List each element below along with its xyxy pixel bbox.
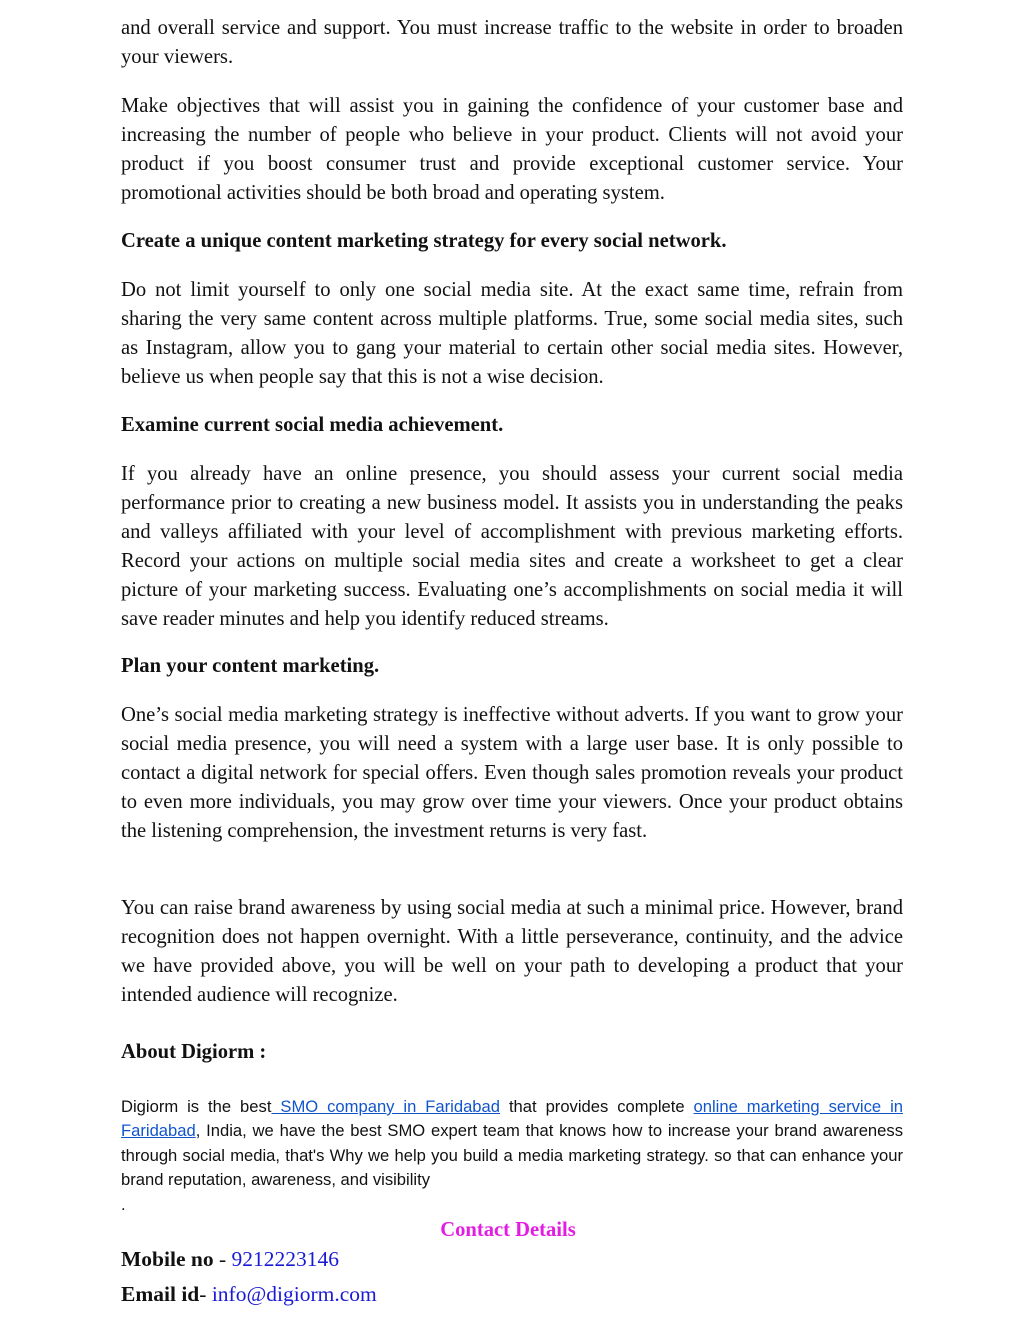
mobile-separator: -	[213, 1247, 232, 1271]
paragraph-online-presence: If you already have an online presence, you should assess your current social media performance prior to creating a new business model. It assists you in understanding the peaks and valleys affiliated with your level of accomplishment with previous marketing efforts. Record your actions on multiple social media sites and create a worksheet to get a clear picture of your marketing success. Evaluating one’s accomplishments on social media it will save reader minutes and help you identify reduced streams.	[121, 463, 903, 630]
contact-title: Contact Details	[440, 1219, 576, 1241]
email-separator: -	[199, 1282, 212, 1306]
email-label: Email id	[121, 1282, 200, 1306]
paragraph-traffic: and overall service and support. You must increase traffic to the website in order to broaden your viewers.	[121, 17, 903, 68]
paragraph-platforms: Do not limit yourself to only one social media site. At the exact same time, refrain from sharing the very same content across multiple platforms. True, some social media sites, such as Instagram, allow you to gang your material to certain other social media sites. However, believe us when people say that this is not a wise decision.	[121, 279, 903, 388]
heading-examine-achievement: Examine current social media achievement.	[121, 414, 504, 436]
email-line	[121, 1280, 903, 1309]
online-marketing-link[interactable]: online marketing service in Faridabad	[121, 1097, 903, 1141]
heading-content-strategy: Create a unique content marketing strategy for every social network.	[121, 230, 727, 252]
mobile-label: Mobile no	[121, 1247, 214, 1271]
heading-plan-content: Plan your content marketing.	[121, 655, 380, 677]
about-trailing-dot: .	[121, 1195, 126, 1214]
paragraph-adverts: One’s social media marketing strategy is ineffective without adverts. If you want to grow your social media presence, you will need a system with a large user base. It is only possible to contact a digital network for special offers. Even though sales promotion reveals your product to even more individuals, you may grow over time your viewers. Once your product obtains the listening comprehension, the investment returns is very fast.	[121, 704, 903, 842]
about-text-2: that provides complete	[500, 1097, 694, 1116]
mobile-number[interactable]: 9212223146	[231, 1247, 339, 1271]
smo-company-link[interactable]: SMO company in Faridabad	[271, 1097, 500, 1116]
paragraph-objectives: Make objectives that will assist you in gaining the confidence of your customer base and increasing the number of people who believe in your product. Clients will not avoid your product if you boost consumer trust and provide exceptional customer service. Your promotional activities should be both broad and operating system.	[121, 95, 903, 204]
mobile-line	[121, 1245, 903, 1274]
about-text-3: , India, we have the best SMO expert team that knows how to increase your brand awareness through social media, that's Why we help you build a media marketing strategy. so that can enhance your brand reputation, awareness, and visibility	[121, 1121, 903, 1189]
heading-about: About Digiorm :	[121, 1041, 267, 1063]
about-paragraph	[121, 1095, 903, 1192]
paragraph-brand-awareness: You can raise brand awareness by using social media at such a minimal price. However, brand recognition does not happen overnight. With a little perseverance, continuity, and the advice we have provided above, you will be well on your path to developing a product that your intended audience will recognize.	[121, 897, 903, 1006]
email-address[interactable]: info@digiorm.com	[211, 1282, 377, 1306]
about-text-1: Digiorm is the best	[121, 1097, 272, 1116]
